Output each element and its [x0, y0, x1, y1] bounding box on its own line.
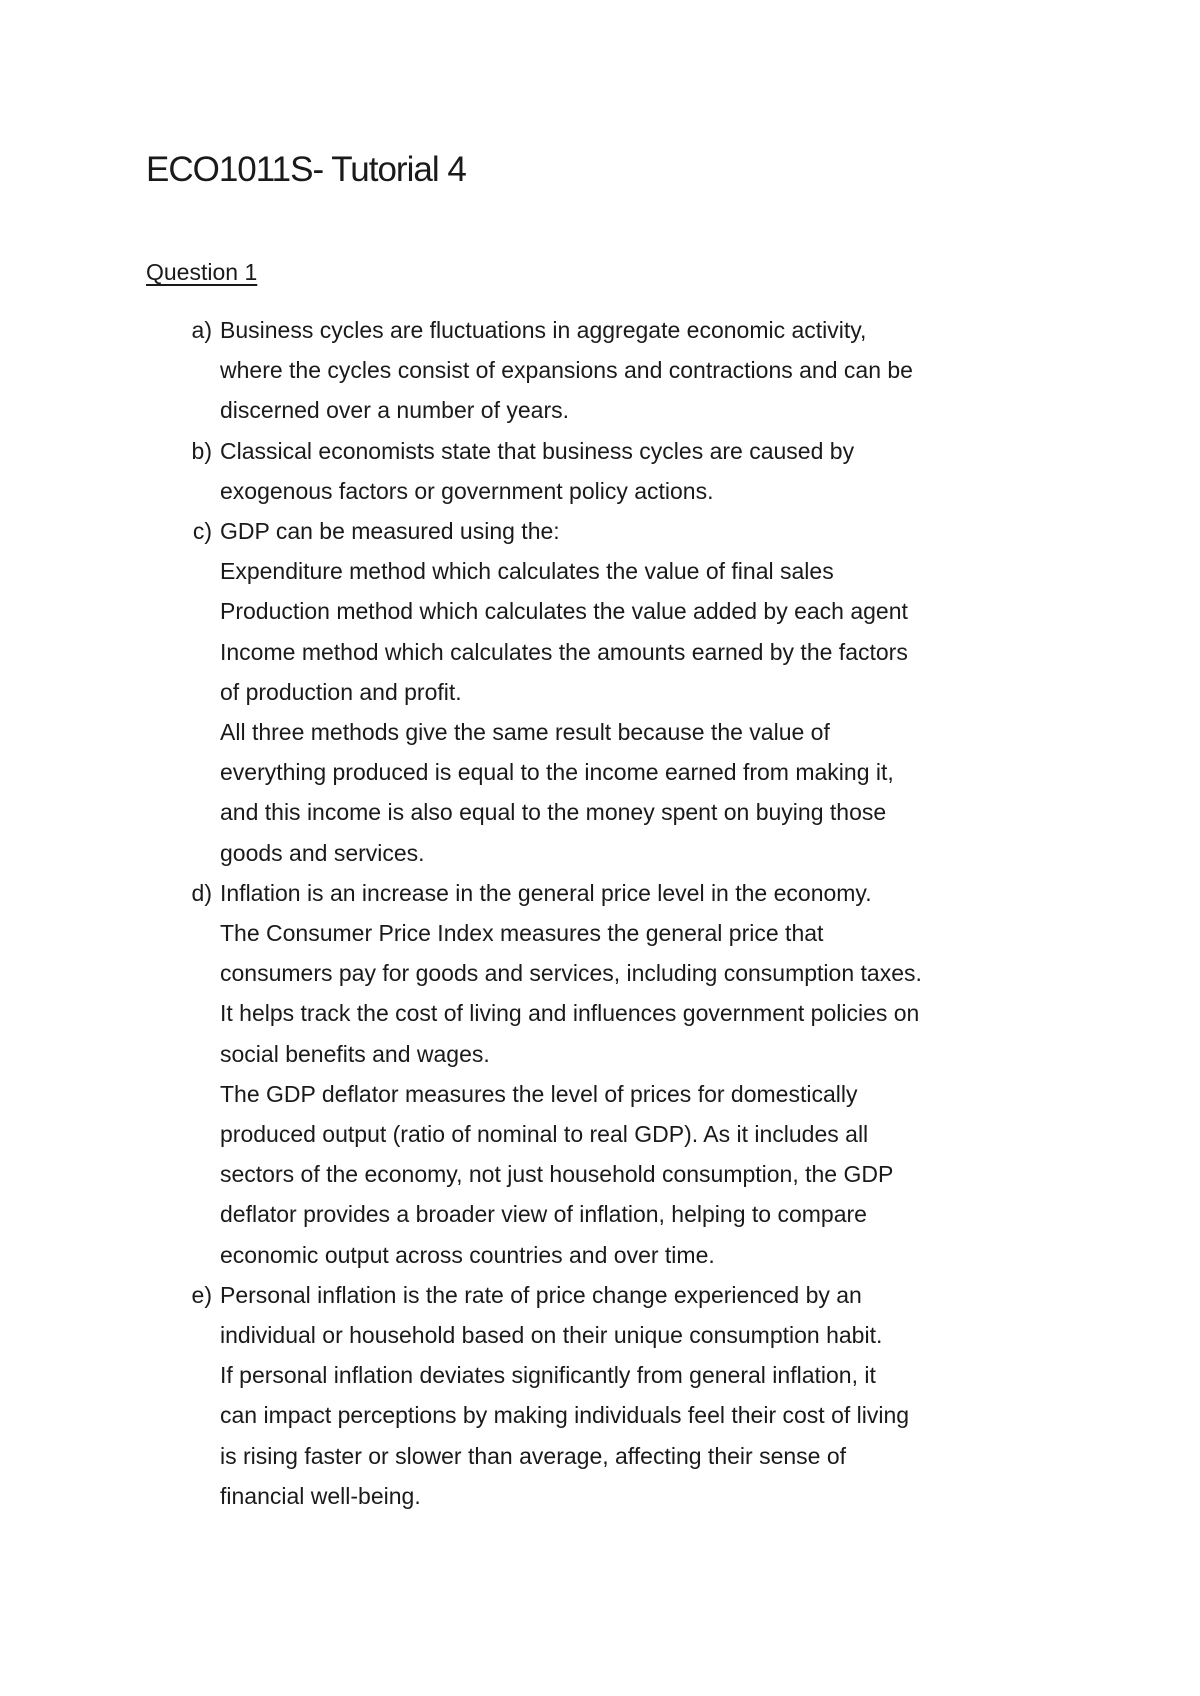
- answer-text-line: can impact perceptions by making individuals feel their cost of living: [220, 1402, 910, 1429]
- answer-item: [146, 310, 1066, 431]
- answer-text-line: economic output across countries and over time.: [220, 1241, 715, 1268]
- answer-text-line: GDP can be measured using the:: [220, 518, 560, 545]
- answer-text-line: social benefits and wages.: [220, 1040, 490, 1067]
- answer-text-line: Expenditure method which calculates the value of final sales: [220, 558, 834, 585]
- answer-text-line: and this income is also equal to the money spent on buying those: [220, 799, 887, 826]
- answer-item: [146, 431, 1066, 511]
- answer-item: [146, 1275, 1066, 1516]
- answer-text-line: everything produced is equal to the income earned from making it,: [220, 759, 894, 786]
- answer-text-line: Classical economists state that business cycles are caused by: [220, 437, 855, 464]
- answer-text-line: Business cycles are fluctuations in aggregate economic activity,: [220, 317, 867, 343]
- answer-text-line: exogenous factors or government policy actions.: [220, 477, 714, 504]
- answer-marker: c): [192, 518, 212, 545]
- answer-text-line: individual or household based on their unique consumption habit.: [220, 1322, 883, 1349]
- answer-marker: e): [191, 1281, 212, 1308]
- answer-text-line: Production method which calculates the value added by each agent: [220, 598, 908, 625]
- answer-text-line: All three methods give the same result because the value of: [220, 719, 830, 746]
- answer-text-line: Inflation is an increase in the general price level in the economy.: [220, 879, 872, 906]
- answer-text-line: financial well-being.: [220, 1482, 421, 1509]
- answer-text-line: deflator provides a broader view of inflation, helping to compare: [220, 1201, 867, 1228]
- document-title: ECO1011S- Tutorial 4: [146, 150, 466, 189]
- question-heading: Question 1: [146, 259, 258, 285]
- answer-text-line: Personal inflation is the rate of price change experienced by an: [220, 1281, 862, 1308]
- answer-text-line: If personal inflation deviates significantly from general inflation, it: [220, 1362, 876, 1389]
- answer-text-line: consumers pay for goods and services, including consumption taxes.: [220, 960, 922, 987]
- answer-text-line: goods and services.: [220, 839, 425, 866]
- answer-marker: a): [191, 317, 212, 343]
- answer-list: [146, 310, 1066, 1516]
- answer-marker: d): [191, 879, 212, 906]
- answer-text-line: produced output (ratio of nominal to real GDP). As it includes all: [220, 1121, 869, 1148]
- answer-text-line: of production and profit.: [220, 678, 462, 705]
- answer-text-line: It helps track the cost of living and influences government policies on: [220, 1000, 920, 1027]
- answer-marker: b): [191, 437, 212, 464]
- answer-text-line: The Consumer Price Index measures the general price that: [220, 920, 824, 947]
- answer-item: [146, 511, 1066, 873]
- answer-text-line: Income method which calculates the amounts earned by the factors: [220, 638, 908, 665]
- answer-text-line: where the cycles consist of expansions and contractions and can be: [220, 357, 913, 384]
- answer-text-line: is rising faster or slower than average, affecting their sense of: [220, 1442, 847, 1469]
- answer-text-line: The GDP deflator measures the level of prices for domestically: [220, 1080, 858, 1107]
- answer-text-line: sectors of the economy, not just household consumption, the GDP: [220, 1161, 894, 1188]
- answer-text-line: discerned over a number of years.: [220, 397, 570, 424]
- answer-item: [146, 873, 1066, 1275]
